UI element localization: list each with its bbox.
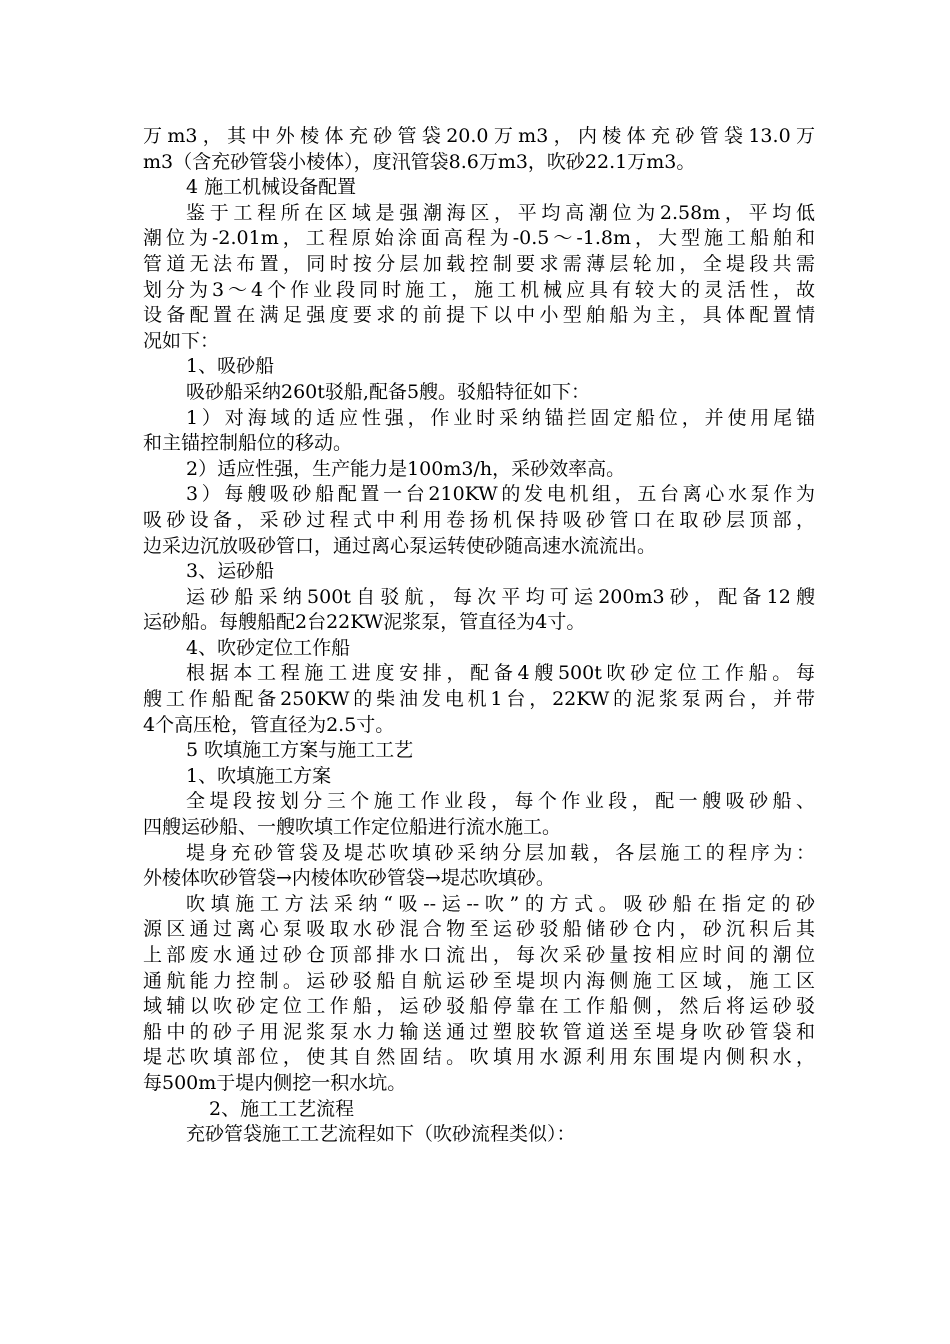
body-text-line: 吸砂设备，采砂过程式中利用卷扬机保持吸砂管口在取砂层顶部， — [143, 508, 815, 531]
subsection-heading: 1、吹填施工方案 — [186, 764, 332, 787]
body-text-line: 外棱体吹砂管袋→内棱体吹砂管袋→堤芯吹填砂。 — [143, 867, 555, 890]
body-text-line: 划分为3～4个作业段同时施工，施工机械应具有较大的灵活性，故 — [143, 278, 815, 301]
body-text-line: 管道无法布置，同时按分层加载控制要求需薄层轮加，全堤段共需 — [143, 252, 815, 275]
body-text-line: 4个高压枪，管直径为2.5寸。 — [143, 713, 395, 736]
body-text-line: 四艘运砂船、一艘吹填工作定位船进行流水施工。 — [143, 816, 562, 839]
body-text-line: 1）对海域的适应性强，作业时采纳锚拦固定船位，并使用尾锚 — [186, 406, 815, 429]
body-text-line: 域辅以吹砂定位工作船，运砂驳船停靠在工作船侧，然后将运砂驳 — [143, 995, 815, 1018]
body-text-line: 运砂船。每艘船配2台22KW泥浆泵，管直径为4寸。 — [143, 611, 586, 634]
body-text-line: 吹填施工方法采纳“吸--运--吹”的方式。吸砂船在指定的砂 — [186, 892, 815, 915]
body-text-line: 潮位为-2.01m，工程原始涂面高程为-0.5～-1.8m，大型施工船舶和 — [143, 227, 815, 250]
body-text-line: 设备配置在满足强度要求的前提下以中小型舶船为主，具体配置情 — [143, 304, 815, 327]
body-text-line: 堤身充砂管袋及堤芯吹填砂采纳分层加载，各层施工的程序为： — [186, 841, 815, 864]
section-heading: 4 施工机械设备配置 — [186, 176, 357, 199]
body-text-line: 吸砂船采纳260t驳船,配备5艘。驳船特征如下： — [186, 380, 591, 403]
body-text-line: m3（含充砂管袋小棱体），度汛管袋8.6万m3，吹砂22.1万m3。 — [143, 150, 696, 173]
subsection-heading: 1、吸砂船 — [186, 355, 275, 378]
body-text-line: 2）适应性强，生产能力是100m3/h，采砂效率高。 — [186, 457, 626, 480]
body-text-line: 源区通过离心泵吸取水砂混合物至运砂驳船储砂仓内，砂沉积后其 — [143, 918, 815, 941]
subsection-heading: 3、运砂船 — [186, 560, 275, 583]
body-text-line: 充砂管袋施工工艺流程如下（吹砂流程类似）： — [186, 1123, 576, 1146]
body-text-line: 船中的砂子用泥浆泵水力输送通过塑胶软管道送至堤身吹砂管袋和 — [143, 1020, 815, 1043]
body-text-line: 全堤段按划分三个施工作业段，每个作业段，配一艘吸砂船、 — [186, 790, 815, 813]
document-body — [143, 124, 815, 1148]
body-text-line: 运砂船采纳500t自驳航，每次平均可运200m3砂，配备12艘 — [186, 585, 815, 608]
body-text-line: 万m3，其中外棱体充砂管袋20.0万m3，内棱体充砂管袋13.0万 — [143, 125, 815, 147]
body-text-line: 和主锚控制船位的移动。 — [143, 432, 353, 455]
body-text-line: 3）每艘吸砂船配置一台210KW的发电机组，五台离心水泵作为 — [186, 483, 815, 506]
body-text-line: 通航能力控制。运砂驳船自航运砂至堤坝内海侧施工区域，施工区 — [143, 969, 815, 992]
body-text-line: 况如下： — [143, 329, 220, 352]
body-text-line: 根据本工程施工进度安排，配备4艘500t吹砂定位工作船。每 — [186, 662, 815, 685]
body-text-line: 上部废水通过砂仓顶部排水口流出，每次采砂量按相应时间的潮位 — [143, 944, 815, 966]
body-text-line: 鉴于工程所在区域是强潮海区，平均高潮位为2.58m，平均低 — [186, 201, 815, 224]
body-text-line: 堤芯吹填部位，使其自然固结。吹填用水源利用东围堤内侧积水， — [143, 1046, 815, 1069]
body-text-line: 边采边沉放吸砂管口，通过离心泵运转使砂随高速水流流出。 — [143, 534, 657, 557]
subsection-heading: 4、吹砂定位工作船 — [186, 636, 351, 659]
body-text-line: 每500m于堤内侧挖一积水坑。 — [143, 1071, 407, 1094]
body-text-line: 艘工作船配备250KW的柴油发电机1台，22KW的泥浆泵两台，并带 — [143, 688, 815, 711]
subsection-heading: 2、施工工艺流程 — [209, 1097, 355, 1120]
section-heading: 5 吹填施工方案与施工工艺 — [186, 739, 414, 762]
